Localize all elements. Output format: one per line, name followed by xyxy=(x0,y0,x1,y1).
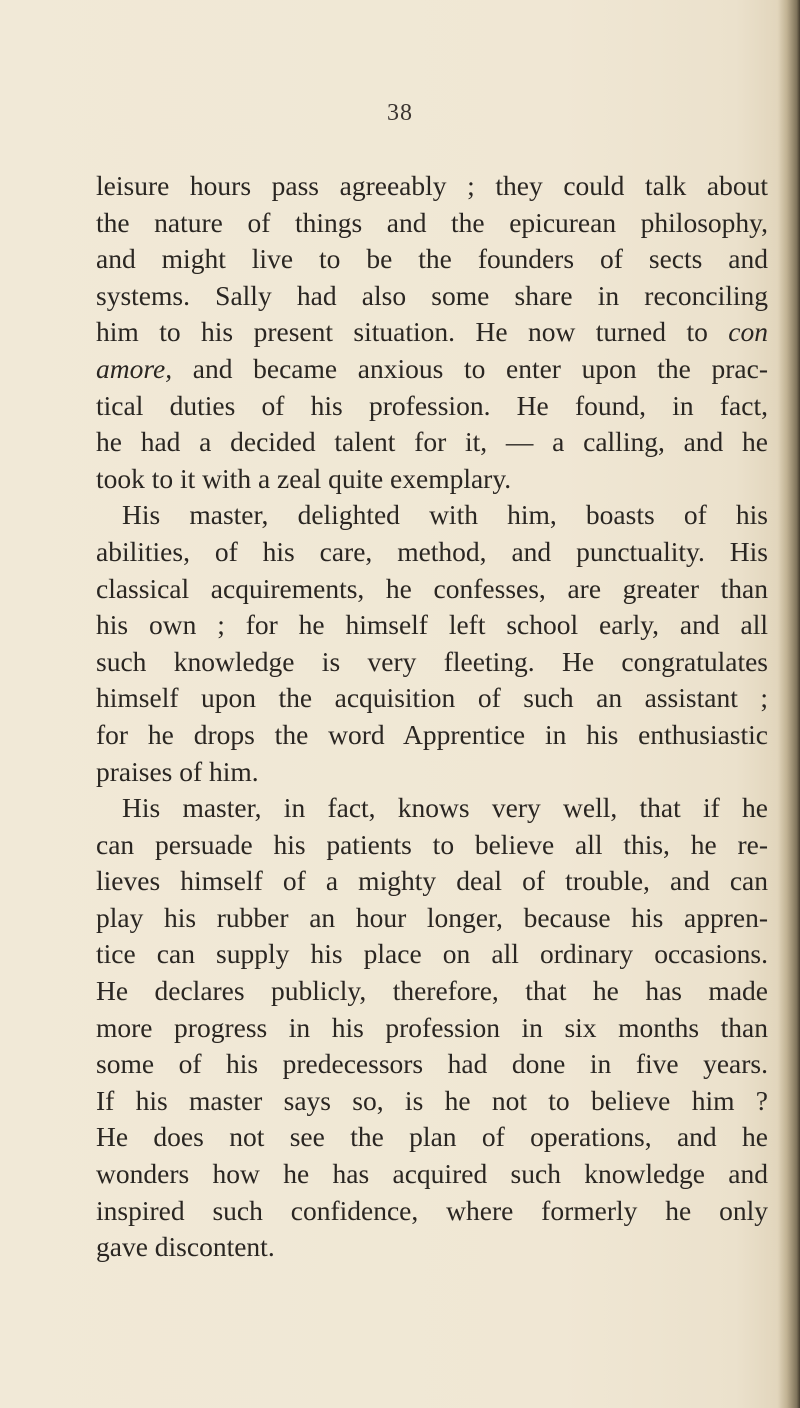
text-line: himself upon the acquisition of such an assistant ; xyxy=(96,682,768,714)
text-line: wonders how he has acquired such knowledge and xyxy=(96,1158,768,1190)
paragraph-first-line: His master, in fact, knows very well, that if he xyxy=(122,792,768,824)
text-line: abilities, of his care, method, and punctuality. His xyxy=(96,535,768,567)
text-line: play his rubber an hour longer, because his appren- xyxy=(96,901,768,933)
italic-text: amore, xyxy=(96,352,173,384)
text-line: tice can supply his place on all ordinary occasions. xyxy=(96,938,768,970)
italic-text: con xyxy=(728,316,768,348)
paragraph-last-line: praises of him. xyxy=(96,755,259,787)
paragraph-first-line: His master, delighted with him, boasts of his xyxy=(122,499,768,531)
text-line: some of his predecessors had done in five years. xyxy=(96,1048,768,1080)
text-run: him to his present situation. He now turned to xyxy=(96,316,729,348)
text-line: He declares publicly, therefore, that he has made xyxy=(96,975,768,1007)
text-line xyxy=(96,314,768,351)
text-line: the nature of things and the epicurean philosophy, xyxy=(96,206,768,238)
body-text xyxy=(96,168,768,1266)
text-line: his own ; for he himself left school early, and all xyxy=(96,609,768,641)
text-run: and became anxious to enter upon the prac- xyxy=(172,352,768,384)
text-line: such knowledge is very fleeting. He congratulates xyxy=(96,645,768,677)
text-line: lieves himself of a mighty deal of trouble, and can xyxy=(96,865,768,897)
text-line: leisure hours pass agreeably ; they could talk about xyxy=(96,170,768,201)
text-line: he had a decided talent for it, — a calling, and he xyxy=(96,426,768,458)
text-line: tical duties of his profession. He found, in fact, xyxy=(96,389,768,421)
text-line: and might live to be the founders of sects and xyxy=(96,243,768,275)
text-line: can persuade his patients to believe all this, he re- xyxy=(96,828,768,860)
text-line: more progress in his profession in six months than xyxy=(96,1011,768,1043)
page-edge-shadow xyxy=(778,0,800,1408)
text-line: If his master says so, is he not to believe him ? xyxy=(96,1084,768,1116)
text-line: He does not see the plan of operations, and he xyxy=(96,1121,768,1153)
text-line xyxy=(96,351,768,388)
text-line: for he drops the word Apprentice in his enthusiastic xyxy=(96,718,768,750)
paragraph-last-line: took to it with a zeal quite exemplary. xyxy=(96,462,512,494)
text-line: systems. Sally had also some share in reconciling xyxy=(96,279,768,311)
text-line: inspired such confidence, where formerly he only xyxy=(96,1194,768,1226)
text-line: classical acquirements, he confesses, are greater than xyxy=(96,572,768,604)
paragraph-last-line: gave discontent. xyxy=(96,1231,275,1263)
page-number: 38 xyxy=(387,100,413,126)
